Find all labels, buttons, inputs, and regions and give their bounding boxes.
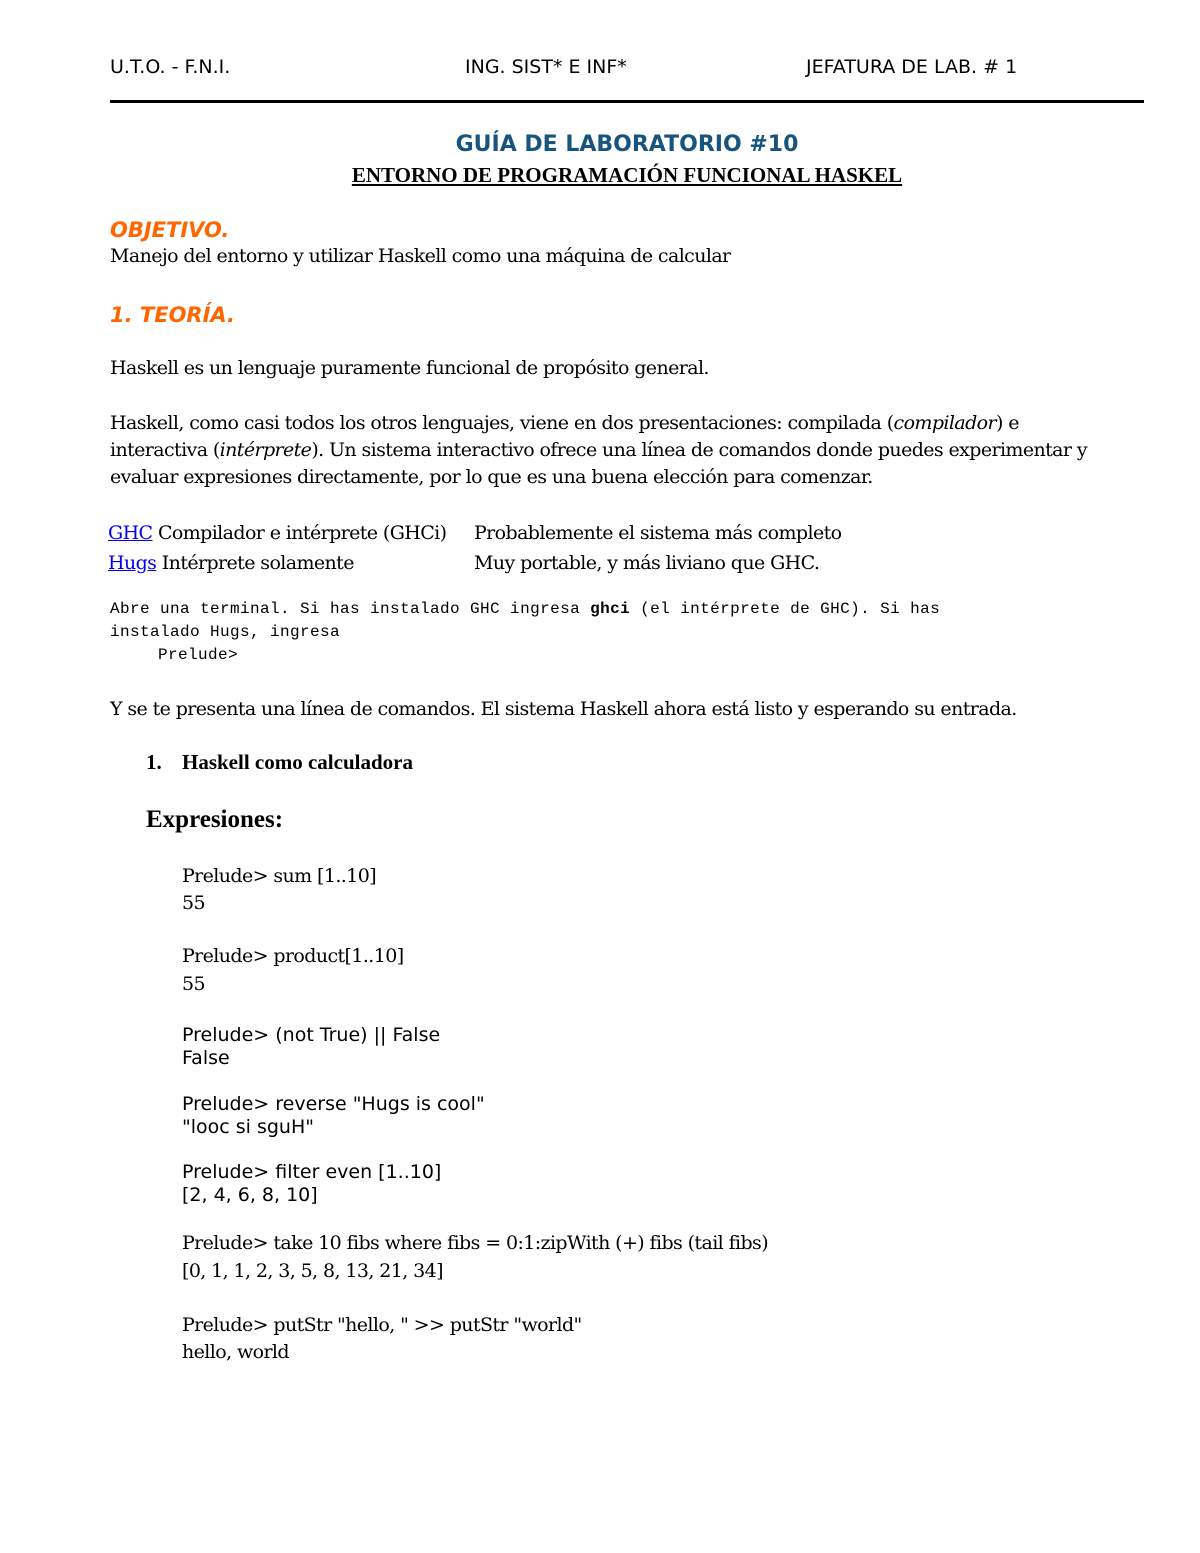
expressions-heading: Expresiones: — [146, 806, 284, 833]
hugs-description: Intérprete solamente — [161, 552, 354, 574]
ghc-link[interactable]: GHC — [108, 522, 153, 544]
example-2-input: Prelude> product[1..10] — [182, 945, 404, 967]
interprete-term: intérprete — [219, 439, 312, 461]
theory-heading: 1. TEORÍA. — [110, 303, 236, 327]
objective-text: Manejo del entorno y utilizar Haskell como una máquina de calcular — [110, 245, 731, 267]
example-5-input: Prelude> filter even [1..10] — [182, 1161, 442, 1183]
example-1-input: Prelude> sum [1..10] — [182, 865, 377, 887]
example-2-output: 55 — [182, 973, 205, 995]
ghc-description: Compilador e intérprete (GHCi) — [157, 522, 447, 544]
example-7-output: hello, world — [182, 1341, 289, 1363]
implementation-row-ghc — [108, 522, 446, 544]
example-6-output: [0, 1, 1, 2, 3, 5, 8, 13, 21, 34] — [182, 1260, 443, 1282]
example-3-output: False — [182, 1047, 230, 1069]
theory-paragraph-2-line-3: evaluar expresiones directamente, por lo que es una buena elección para comenzar. — [110, 466, 873, 488]
header-center: ING. SIST* E INF* — [465, 56, 627, 78]
ghc-note: Probablemente el sistema más completo — [474, 522, 842, 544]
terminal-line-1: Abre una terminal. Si has instalado GHC ingresa ghci (el intérprete de GHC). Si has — [110, 600, 941, 618]
section-1-title: Haskell como calculadora — [182, 750, 413, 774]
example-4-input: Prelude> reverse "Hugs is cool" — [182, 1093, 485, 1115]
theory-paragraph-2-line-2: interactiva (intérprete). Un sistema interactivo ofrece una línea de comandos donde puedes experimentar y — [110, 439, 1087, 461]
implementation-row-hugs — [108, 552, 354, 574]
hugs-note: Muy portable, y más liviano que GHC. — [474, 552, 820, 574]
example-1-output: 55 — [182, 892, 205, 914]
page-title: GUÍA DE LABORATORIO #10 — [455, 132, 799, 157]
page-subtitle: ENTORNO DE PROGRAMACIÓN FUNCIONAL HASKEL — [351, 163, 903, 187]
section-1-number: 1. — [146, 750, 162, 774]
objective-heading: OBJETIVO. — [110, 218, 230, 242]
terminal-prompt: Prelude> — [158, 646, 239, 664]
hugs-link[interactable]: Hugs — [108, 552, 157, 574]
header-right: JEFATURA DE LAB. # 1 — [806, 56, 1018, 78]
after-terminal-text: Y se te presenta una línea de comandos. El sistema Haskell ahora está listo y esperando su entrada. — [110, 698, 1017, 720]
example-3-input: Prelude> (not True) || False — [182, 1024, 441, 1046]
header-left: U.T.O. - F.N.I. — [110, 56, 231, 78]
ghci-command: ghci — [590, 600, 631, 618]
theory-paragraph-2-line-1: Haskell, como casi todos los otros lenguajes, viene en dos presentaciones: compilada (compilador) e — [110, 412, 1019, 434]
example-7-input: Prelude> putStr "hello, " >> putStr "world" — [182, 1314, 582, 1336]
example-4-output: "looc si sguH" — [182, 1116, 314, 1138]
theory-paragraph-1: Haskell es un lenguaje puramente funcional de propósito general. — [110, 357, 709, 379]
terminal-line-2: instalado Hugs, ingresa — [110, 623, 341, 641]
example-6-input: Prelude> take 10 fibs where fibs = 0:1:zipWith (+) fibs (tail fibs) — [182, 1232, 769, 1254]
header-rule — [110, 100, 1144, 103]
example-5-output: [2, 4, 6, 8, 10] — [182, 1184, 318, 1206]
compilador-term: compilador — [893, 412, 996, 434]
